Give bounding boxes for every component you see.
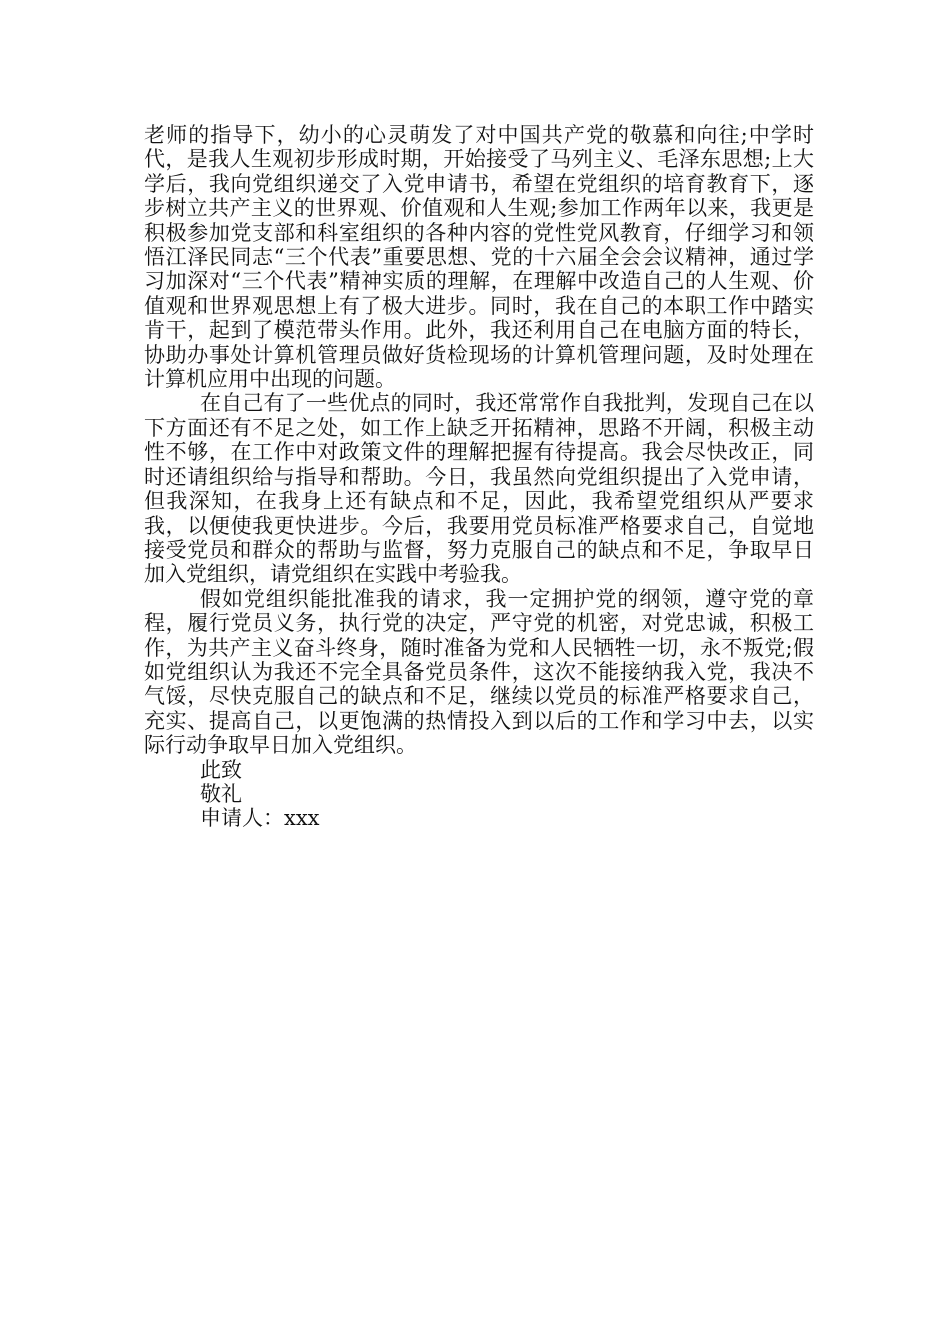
letter-body: [144, 123, 814, 831]
paragraph-3: 假如党组织能批准我的请求，我一定拥护党的纲领，遵守党的章程，履行党员义务，执行党的决定，严守党的机密，对党忠诚，积极工作，为共产主义奋斗终身，随时准备为党和人民牺牲一切，永不叛党;假如党组织认为我还不完全具备党员条件，这次不能接纳我入党，我决不气馁，尽快克服自己的缺点和不足，继续以党员的标准严格要求自己，充实、提高自己，以更饱满的热情投入到以后的工作和学习中去，以实际行动争取早日加入党组织。: [144, 586, 814, 758]
paragraph-2: 在自己有了一些优点的同时，我还常常作自我批判，发现自己在以下方面还有不足之处，如工作上缺乏开拓精神，思路不开阔，积极主动性不够，在工作中对政策文件的理解把握有待提高。我会尽快改正，同时还请组织给与指导和帮助。今日，我虽然向党组织提出了入党申请，但我深知，在我身上还有缺点和不足，因此，我希望党组织从严要求我，以便使我更快进步。今后，我要用党员标准严格要求自己，自觉地接受党员和群众的帮助与监督，努力克服自己的缺点和不足，争取早日加入党组织，请党组织在实践中考验我。: [144, 391, 814, 587]
closing-regards: 敬礼: [200, 781, 242, 806]
paragraph-1: 老师的指导下，幼小的心灵萌发了对中国共产党的敬慕和向往;中学时代，是我人生观初步形成时期，开始接受了马列主义、毛泽东思想;上大学后，我向党组织递交了入党申请书，希望在党组织的培育教育下，逐步树立共产主义的世界观、价值观和人生观;参加工作两年以来，我更是积极参加党支部和科室组织的各种内容的党性党风教育，仔细学习和领悟江泽民同志“三个代表”重要思想、党的十六届全会会议精神，通过学习加深对“三个代表”精神实质的理解，在理解中改造自己的人生观、价值观和世界观思想上有了极大进步。同时，我在自己的本职工作中踏实肯干，起到了模范带头作用。此外，我还利用自己在电脑方面的特长，协助办事处计算机管理员做好货检现场的计算机管理问题，及时处理在计算机应用中出现的问题。: [144, 123, 814, 392]
closing-salutation: 此致: [200, 757, 242, 782]
applicant-signature: 申请人：xxx: [200, 806, 320, 831]
